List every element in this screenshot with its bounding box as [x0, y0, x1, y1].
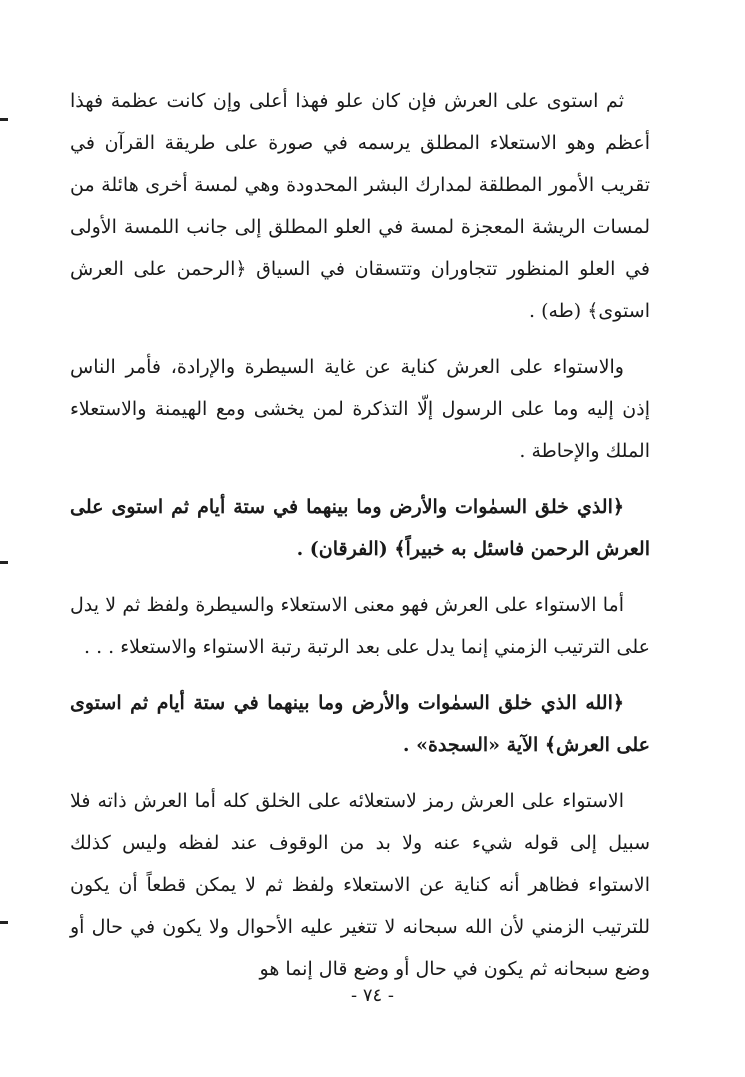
margin-mark-middle [0, 561, 8, 564]
paragraph-3: أما الاستواء على العرش فهو معنى الاستعلاء والسيطرة ولفظ ثم لا يدل على الترتيب الزمني إنما يدل على بعد الرتبة رتبة الاستواء والاستعلاء . . . [70, 594, 650, 658]
margin-mark-top [0, 118, 8, 121]
paragraph-1: ثم استوى على العرش فإن كان علو فهذا أعلى وإن كانت عظمة فهذا أعظم وهو الاستعلاء المطلق يرسمه في صورة على طريقة القرآن في تقريب الأمور المطلقة لمدارك البشر المحدودة وهي لمسة أخرى هائلة من لمسات الريشة المعجزة لمسة في العلو المطلق إلى جانب اللمسة الأولى في العلو المنظور تتجاوران وتتسقان في السياق ﴿الرحمن على العرش استوى﴾ (طه) . [70, 90, 650, 322]
quran-quote-2: ﴿الله الذي خلق السمٰوات والأرض وما بينهما في ستة أيام ثم استوى على العرش﴾ الآية «السجدة» . [70, 692, 650, 756]
page-body [70, 80, 650, 1004]
page-number: - ٧٤ - [351, 985, 394, 1006]
quran-quote-1: ﴿الذي خلق السمٰوات والأرض وما بينهما في ستة أيام ثم استوى على العرش الرحمن فاسئل به خبيراً﴾ (الفرقان) . [70, 496, 650, 560]
margin-mark-bottom [0, 921, 8, 924]
paragraph-4: الاستواء على العرش رمز لاستعلائه على الخلق كله أما العرش ذاته فلا سبيل إلى قوله شيء عنه ولا بد من الوقوف عند لفظه وليس كذلك الاستواء فظاهر أنه كناية عن الاستعلاء ولفظ ثم لا يمكن قطعاً أن يكون للترتيب الزمني لأن الله سبحانه لا تتغير عليه الأحوال ولا يكون في حال أو وضع سبحانه ثم يكون في حال أو وضع قال إنما هو [70, 790, 650, 980]
paragraph-2: والاستواء على العرش كناية عن غاية السيطرة والإرادة، فأمر الناس إذن إليه وما على الرسول إلّا التذكرة لمن يخشى ومع الهيمنة والاستعلاء الملك والإحاطة . [70, 356, 650, 462]
